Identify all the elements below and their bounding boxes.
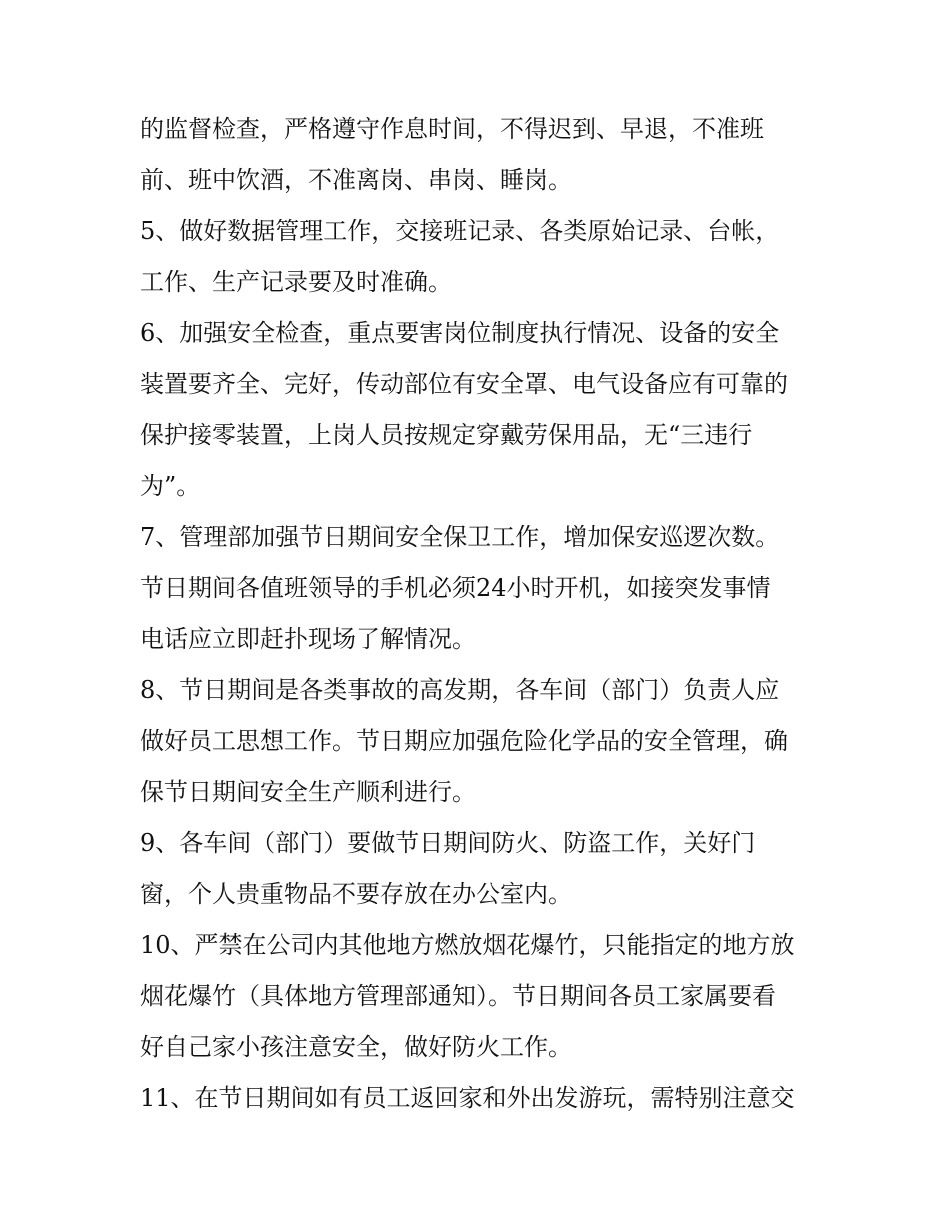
text-line-20: 11、在节日期间如有员工返回家和外出发游玩，需特别注意交 xyxy=(140,1084,795,1112)
text-line-19: 好自己家小孩注意安全，做好防火工作。 xyxy=(140,1033,572,1061)
text-line-2: 前、班中饮酒，不准离岗、串岗、睡岗。 xyxy=(140,166,572,194)
document-body xyxy=(140,104,820,1124)
text-line-14: 保节日期间安全生产顺利进行。 xyxy=(140,778,476,806)
text-line-18: 烟花爆竹（具体地方管理部通知）。节日期间各员工家属要看 xyxy=(140,982,776,1010)
text-line-5: 6、加强安全检查，重点要害岗位制度执行情况、设备的安全 xyxy=(140,319,780,347)
text-line-9: 7、管理部加强节日期间安全保卫工作，增加保安巡逻次数。 xyxy=(140,523,780,551)
text-line-3: 5、做好数据管理工作，交接班记录、各类原始记录、台帐， xyxy=(140,217,780,245)
text-line-1: 的监督检查，严格遵守作息时间，不得迟到、早退，不准班 xyxy=(140,115,764,143)
text-line-13: 做好员工思想工作。节日期应加强危险化学品的安全管理，确 xyxy=(140,727,788,755)
text-line-7: 保护接零装置，上岗人员按规定穿戴劳保用品，无“三违行 xyxy=(140,421,753,449)
text-line-15: 9、各车间（部门）要做节日期间防火、防盗工作，关好门 xyxy=(140,829,756,857)
text-line-4: 工作、生产记录要及时准确。 xyxy=(140,268,452,296)
text-line-17: 10、严禁在公司内其他地方燃放烟花爆竹，只能指定的地方放 xyxy=(140,931,795,959)
text-line-12: 8、节日期间是各类事故的高发期，各车间（部门）负责人应 xyxy=(140,676,780,704)
text-line-6: 装置要齐全、完好，传动部位有安全罩、电气设备应有可靠的 xyxy=(140,370,788,398)
text-line-10: 节日期间各值班领导的手机必须24小时开机，如接突发事情 xyxy=(140,574,771,602)
text-line-16: 窗，个人贵重物品不要存放在办公室内。 xyxy=(140,880,572,908)
text-line-11: 电话应立即赶扑现场了解情况。 xyxy=(140,625,476,653)
text-line-8: 为”。 xyxy=(140,472,201,500)
